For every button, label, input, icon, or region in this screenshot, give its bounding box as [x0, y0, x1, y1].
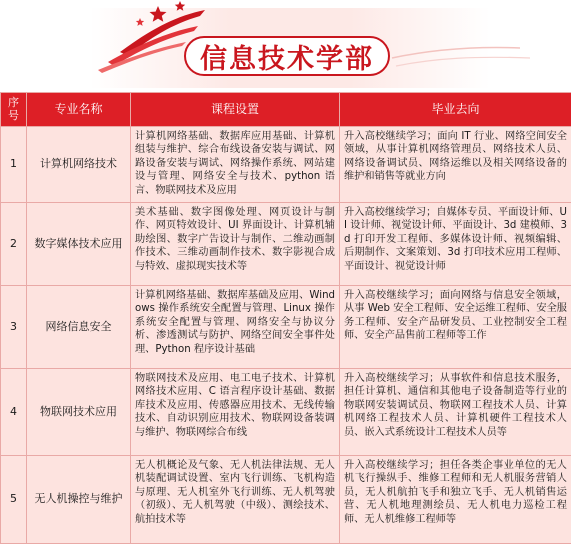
majors-table	[0, 92, 571, 544]
row-career: 升入高校继续学习；面向 IT 行业、网络空间安全领域，从事计算机网络管理员、网络技术人员、网络设备调试员、网络运维以及相关网络设备的维护和销售等就业方向	[340, 127, 571, 203]
table-row	[1, 456, 571, 544]
row-seq: 5	[1, 456, 27, 544]
column-header-major: 专业名称	[27, 93, 131, 127]
table-row	[1, 369, 571, 456]
row-major: 无人机操控与维护	[27, 456, 131, 544]
column-header-seq: 序号	[1, 93, 27, 127]
row-courses: 计算机网络基础、数据库应用基础、计算机组装与维护、综合布线设备安装与调试、网路设备安装与调试、网络操作系统、网站建设与管理、网络安全与技术、python 语言、物联网技术及应用	[131, 127, 340, 203]
row-seq: 1	[1, 127, 27, 203]
row-career: 升入高校继续学习；自媒体专员、平面设计师、UI 设计师、视觉设计师、平面设计、3d 建模师、3d 打印开发工程师、多媒体设计师、视频编辑、后期制作、文案策划、3d 打印技术应用工程师、平面设计、视觉设计师	[340, 203, 571, 286]
column-header-courses: 课程设置	[131, 93, 340, 127]
row-major: 网络信息安全	[27, 286, 131, 369]
page-title: 信息技术学部	[200, 43, 374, 75]
row-seq: 2	[1, 203, 27, 286]
majors-table-wrap	[0, 92, 571, 542]
row-career: 升入高校继续学习；面向网络与信息安全领域，从事 Web 安全工程师、安全运维工程师、安全服务工程师、安全产品研发员、工业控制安全工程师、安全产品售前工程师等工作	[340, 286, 571, 369]
column-header-career: 毕业去向	[340, 93, 571, 127]
table-header-row	[1, 93, 571, 127]
table-row	[1, 286, 571, 369]
row-major: 数字媒体技术应用	[27, 203, 131, 286]
row-career: 升入高校继续学习；从事软件和信息技术服务，担任计算机、通信和其他电子设备制造等行业的物联网安装调试员、物联网工程技术人员、计算机网络工程技术人员、计算机硬件工程技术人员、嵌入式系统设计工程技术人员等	[340, 369, 571, 456]
row-courses: 物联网技术及应用、电工电子技术、计算机网络技术应用、C 语言程序设计基础、数据库技术及应用、传感器应用技术、无线传输技术、自动识别应用技术、物联网设备装调与维护、物联网综合布线	[131, 369, 340, 456]
row-seq: 4	[1, 369, 27, 456]
row-courses: 无人机概论及气象、无人机法律法规、无人机装配调试设置、室内飞行训练、飞机构造与原理、无人机室外飞行训练、无人机驾驶（初级）、无人机驾驶（中级）、测绘技术、航拍技术等	[131, 456, 340, 544]
title-pill	[184, 36, 390, 76]
row-career: 升入高校继续学习；担任各类企事业单位的无人机飞行操纵手、维修工程师和无人机服务营销人员，无人机航拍飞手和独立飞手、无人机销售运营、无人机地理测绘员、无人机电力巡检工程师、无人机维修工程师等	[340, 456, 571, 544]
table-row	[1, 203, 571, 286]
row-major: 计算机网络技术	[27, 127, 131, 203]
row-courses: 美术基础、数字图像处理、网页设计与制作、网页特效设计、UI 界面设计、计算机辅助绘图、数字广告设计与制作、二维动画制作技术、三维动画制作技术、数字影视合成与特效、虚拟现实技术等	[131, 203, 340, 286]
header-banner	[0, 0, 571, 88]
table-row	[1, 127, 571, 203]
row-major: 物联网技术应用	[27, 369, 131, 456]
row-seq: 3	[1, 286, 27, 369]
row-courses: 计算机网络基础、数据库基础及应用、Windows 操作系统安全配置与管理、Linux 操作系统安全配置与管理、网络安全与协议分析、渗透测试与防护、网络空间安全事件处理、Python 程序设计基础	[131, 286, 340, 369]
